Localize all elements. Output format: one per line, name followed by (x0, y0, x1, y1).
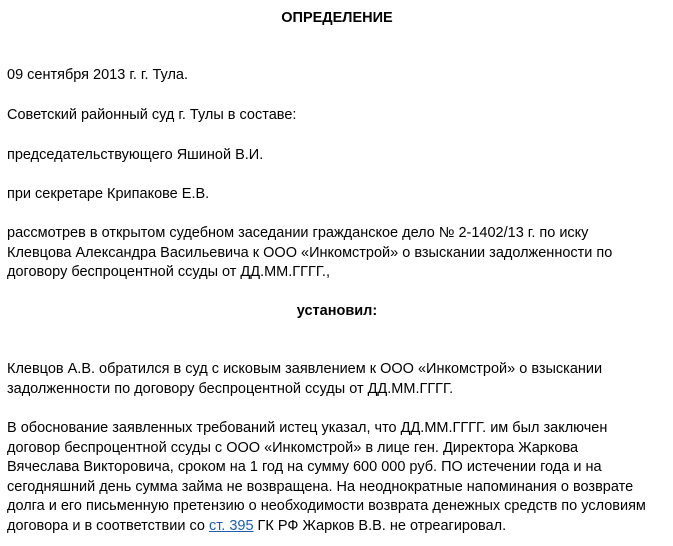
date-place: 09 сентября 2013 г. г. Тула. (7, 67, 189, 83)
claim-line-2: задолженности по договору беспроцентной ссуды от ДД.ММ.ГГГГ. (7, 380, 454, 397)
grounds-line-3: Вячеслава Викторовича, сроком на 1 год на сумму 600 000 руб. ПО истечении года и на (7, 459, 602, 475)
presiding-judge: председательствующего Яшиной В.И. (7, 147, 264, 163)
document-title: ОПРЕДЕЛЕНИЕ (281, 10, 393, 26)
grounds-line-5: долга и его письменную претензию о необходимости возврата денежных средств по условиям (7, 498, 646, 514)
considered-line-2: Клевцова Александра Васильевича к ООО «Инкомстрой» о взыскании задолженности по (7, 244, 613, 261)
established-heading: установил: (296, 303, 378, 319)
grounds-paragraph (7, 419, 667, 536)
grounds-line-2: договор беспроцентной ссуды с ООО «Инкомстрой» в лице ген. Директора Жаркова (7, 439, 579, 456)
court-composition: Советский районный суд г. Тулы в составе: (7, 107, 297, 123)
considered-line-1: рассмотрев в открытом судебном заседании гражданское дело № 2-1402/13 г. по иску (7, 225, 589, 241)
grounds-line-1: В обоснование заявленных требований истец указал, что ДД.ММ.ГГГГ. им был заключен (7, 420, 608, 436)
grounds-line-6 (7, 517, 667, 537)
grounds-line-4: сегодняшний день сумма займа не возвращена. На неоднократные напоминания о возврате (7, 478, 634, 495)
law-article-link[interactable]: ст. 395 (208, 517, 254, 534)
considered-line-3: договору беспроцентной ссуды от ДД.ММ.ГГГГ., (7, 264, 330, 280)
claim-paragraph (7, 360, 667, 399)
court-secretary: при секретаре Крипакове Е.В. (7, 186, 210, 202)
grounds-line-6-before: договора и в соответствии со (7, 517, 209, 534)
grounds-line-6-after: ГК РФ Жарков В.В. не отреагировал. (253, 517, 507, 534)
considered-paragraph (7, 224, 667, 283)
claim-line-1: Клевцов А.В. обратился в суд с исковым заявлением к ООО «Инкомстрой» о взыскании (7, 361, 603, 377)
